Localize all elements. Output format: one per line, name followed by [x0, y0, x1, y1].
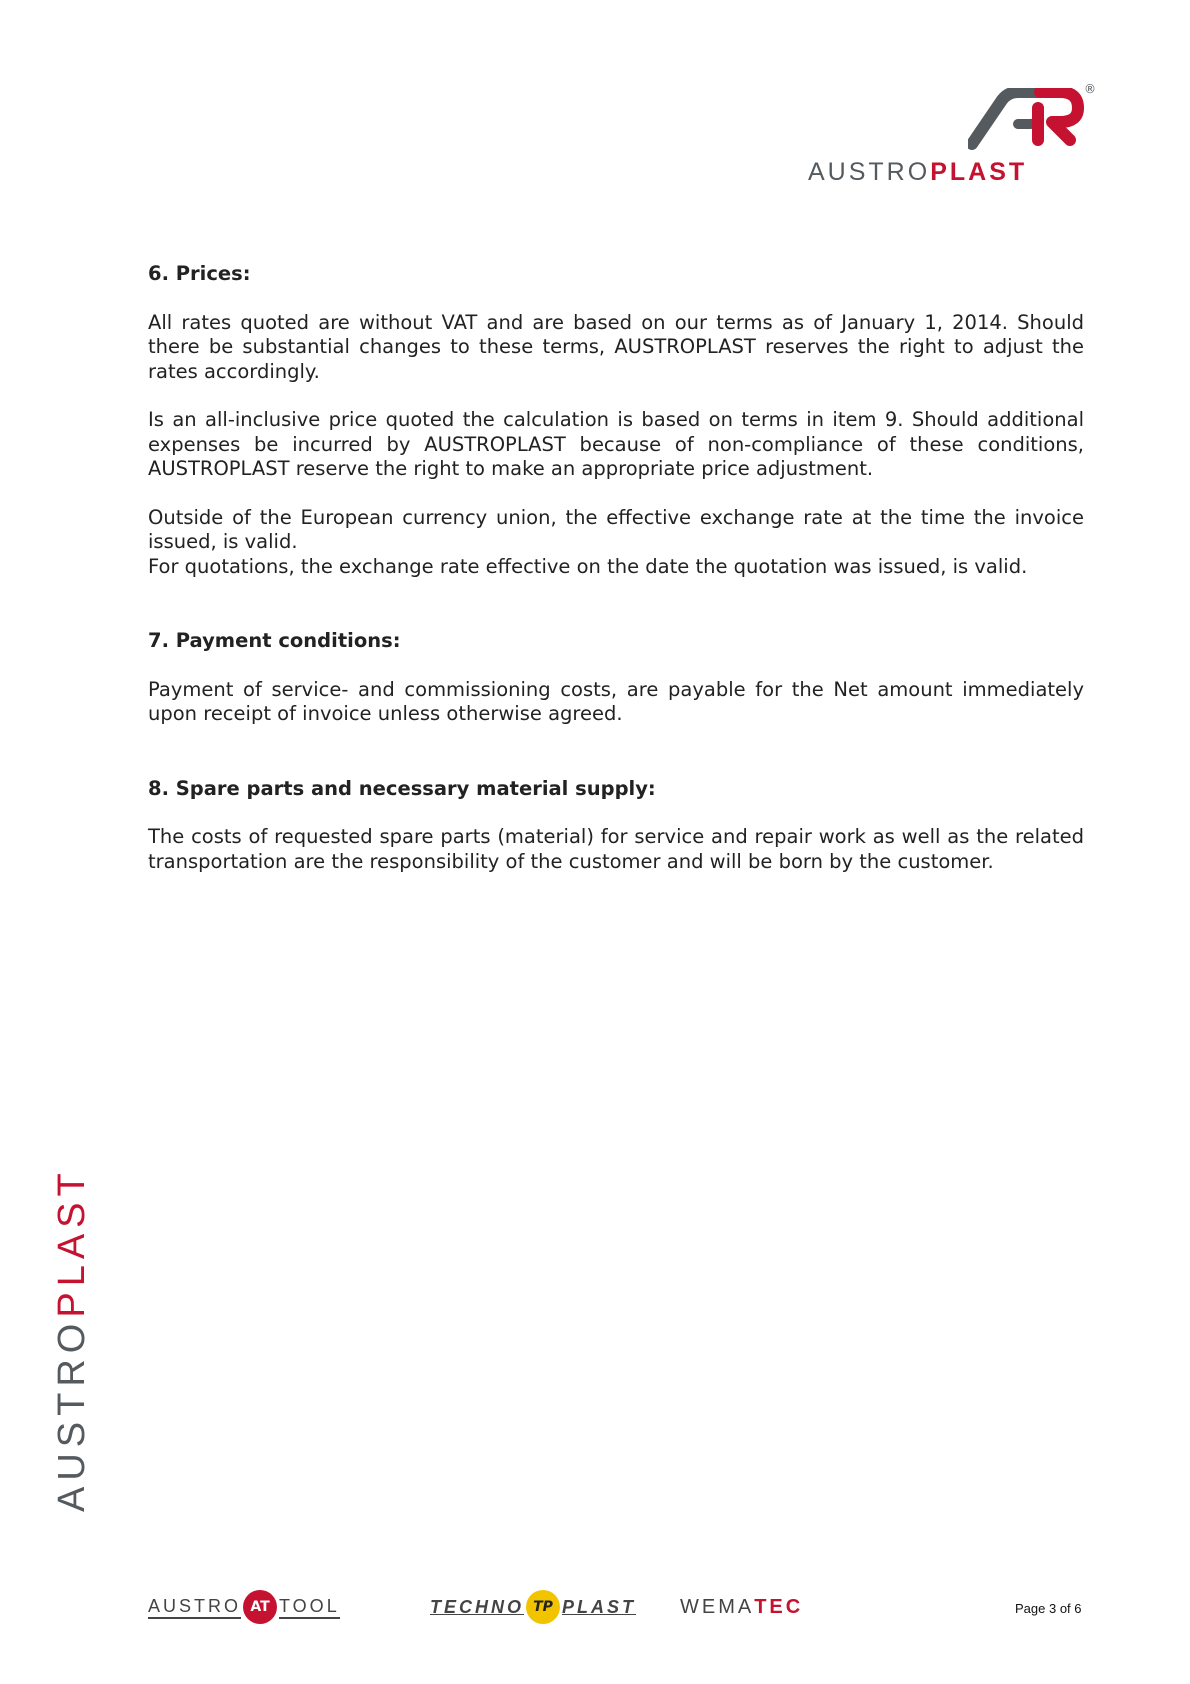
side-brand-vertical	[51, 1167, 93, 1512]
technoplast-left-text: TECHNO	[430, 1596, 524, 1617]
technoplast-right-text: PLAST	[562, 1596, 637, 1617]
footer-logo-wematec	[680, 1585, 803, 1629]
paragraph: All rates quoted are without VAT and are based on our terms as of January 1, 2014. Should there be substantial changes to these terms, AUSTROPLAST reserves the right to adjust the rates accordingly.	[148, 310, 1084, 383]
section-heading: 7. Payment conditions:	[148, 629, 401, 652]
page-number: Page 3 of 6	[1015, 1601, 1082, 1616]
registered-mark: ®	[1084, 82, 1096, 96]
technoplast-badge-icon: TP	[526, 1590, 560, 1624]
paragraph: The costs of requested spare parts (material) for service and repair work as well as the related transportation are the responsibility of the customer and will be born by the customer.	[148, 825, 1084, 873]
section-prices	[148, 262, 1084, 579]
austrotool-left-text: AUSTRO	[148, 1596, 241, 1619]
paragraph: Payment of service- and commissioning costs, are payable for the Net amount immediately upon receipt of invoice unless otherwise agreed.	[148, 677, 1084, 725]
wematec-red-text: TEC	[754, 1595, 804, 1618]
austroplast-logo-mark-icon	[968, 88, 1088, 152]
section-spare-parts	[148, 777, 1084, 875]
company-logo	[808, 82, 1096, 186]
logo-wordmark	[808, 158, 1027, 187]
side-brand-red: PLAST	[51, 1167, 93, 1318]
section-heading: 8. Spare parts and necessary material supply:	[148, 776, 656, 800]
footer-logo-austrotool	[148, 1585, 340, 1629]
side-brand-gray: AUSTRO	[51, 1317, 93, 1512]
paragraph: Is an all-inclusive price quoted the calculation is based on terms in item 9. Should additional expenses be incurred by AUSTROPLAST because of non-compliance of these conditions, AUSTROPLAST reserve the right to make an appropriate price adjustment.	[148, 408, 1084, 480]
footer-logo-technoplast	[430, 1585, 636, 1629]
document-body	[148, 262, 1084, 924]
section-payment-conditions	[148, 629, 1084, 727]
logo-brand-gray: AUSTRO	[808, 158, 931, 186]
wematec-gray-text: WEMA	[680, 1595, 755, 1618]
paragraph: Outside of the European currency union, the effective exchange rate at the time the invoice issued, is valid.	[148, 505, 1084, 553]
logo-brand-red: PLAST	[930, 158, 1028, 186]
paragraph: For quotations, the exchange rate effective on the date the quotation was issued, is valid.	[148, 554, 1028, 578]
austrotool-right-text: TOOL	[279, 1596, 340, 1619]
section-heading: 6. Prices:	[148, 262, 251, 285]
austrotool-badge-icon: AT	[243, 1590, 277, 1624]
